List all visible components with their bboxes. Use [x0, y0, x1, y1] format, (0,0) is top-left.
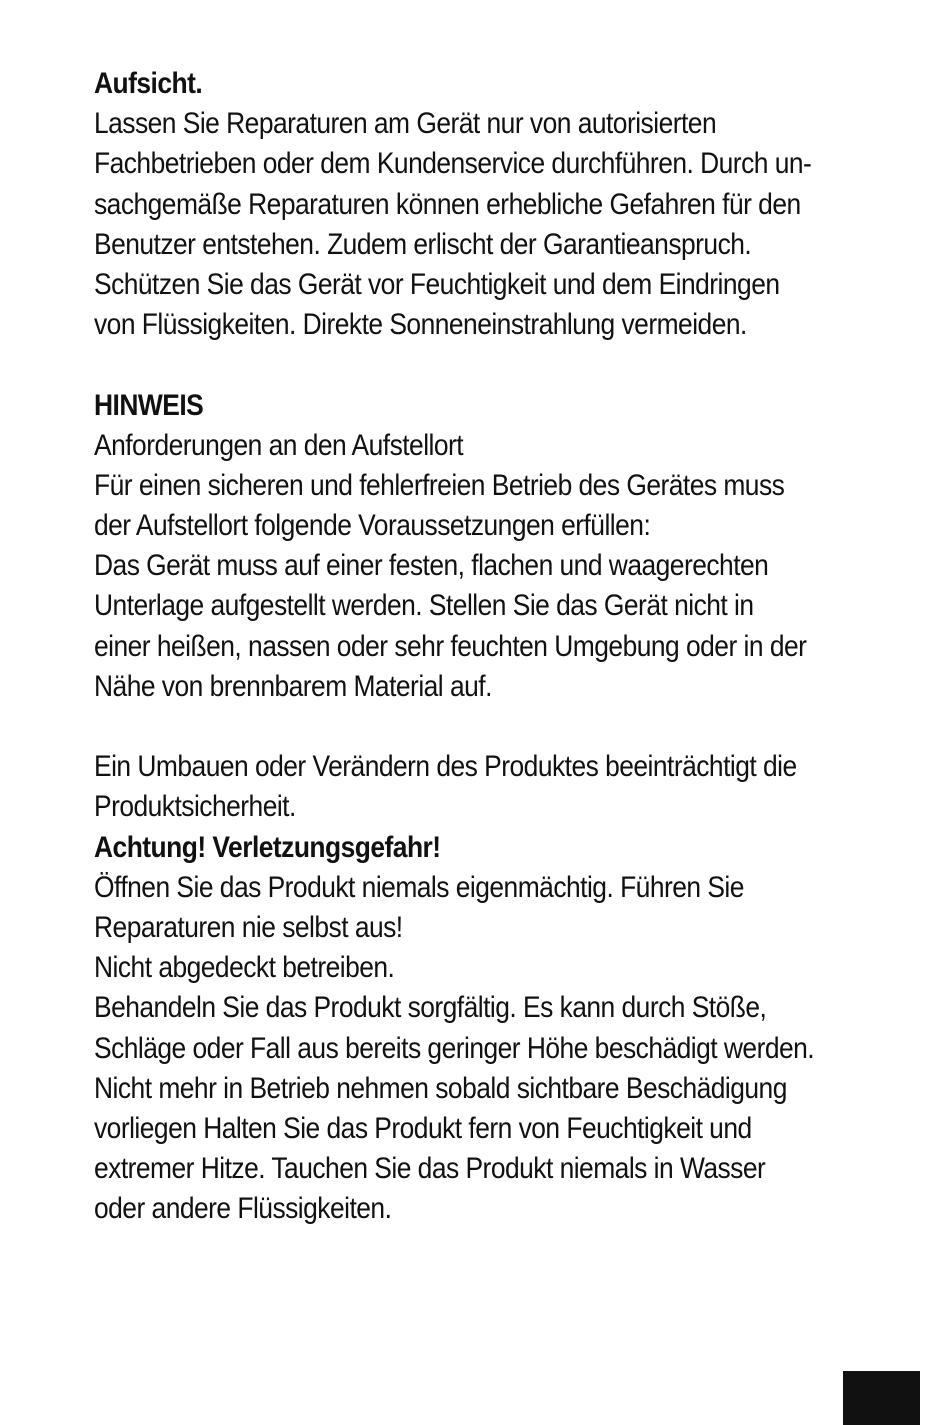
spacer [94, 345, 914, 385]
modification-section [94, 747, 914, 827]
note-section [94, 386, 914, 708]
paragraph-line: Produktsicherheit. [94, 790, 296, 824]
paragraph-line: Reparaturen nie selbst aus! [94, 910, 403, 944]
paragraph-line: Das Gerät muss auf einer festen, flachen und waagerechten [94, 549, 769, 583]
paragraph-line: Ein Umbauen oder Verändern des Produktes beeinträchtigt die [94, 750, 797, 784]
warning-section [94, 828, 914, 1230]
paragraph-line: Schützen Sie das Gerät vor Feuchtigkeit und dem Eindringen [94, 267, 780, 301]
spacer [94, 707, 914, 747]
manual-page [94, 64, 914, 1229]
paragraph-line: Fachbetrieben oder dem Kundenservice durchführen. Durch un- [94, 147, 812, 181]
paragraph-line: Behandeln Sie das Produkt sorgfältig. Es kann durch Stöße, [94, 991, 767, 1025]
paragraph-line: Nicht mehr in Betrieb nehmen sobald sichtbare Beschädigung [94, 1071, 787, 1105]
supervision-heading: Aufsicht. [94, 67, 203, 100]
page-corner-marker [843, 1371, 920, 1425]
paragraph-line: vorliegen Halten Sie das Produkt fern von Feuchtigkeit und [94, 1111, 752, 1145]
paragraph-line: oder andere Flüssigkeiten. [94, 1192, 392, 1226]
paragraph-line: extremer Hitze. Tauchen Sie das Produkt niemals in Wasser [94, 1152, 766, 1186]
paragraph-line: Öffnen Sie das Produkt niemals eigenmächtig. Führen Sie [94, 870, 744, 904]
paragraph-line: Schläge oder Fall aus bereits geringer Höhe beschädigt werden. [94, 1031, 815, 1065]
warning-heading: Achtung! Verletzungsgefahr! [94, 830, 441, 864]
paragraph-line: einer heißen, nassen oder sehr feuchten Umgebung oder in der [94, 629, 807, 663]
paragraph-line: Benutzer entstehen. Zudem erlischt der Garantieanspruch. [94, 227, 752, 261]
paragraph-line: Nicht abgedeckt betreiben. [94, 951, 395, 985]
paragraph-line: Für einen sicheren und fehlerfreien Betrieb des Gerätes muss [94, 468, 785, 502]
note-heading: HINWEIS [94, 388, 204, 422]
paragraph-line: Lassen Sie Reparaturen am Gerät nur von autorisierten [94, 107, 717, 141]
paragraph-line: sachgemäße Reparaturen können erhebliche Gefahren für den [94, 187, 801, 221]
paragraph-line: der Aufstellort folgende Voraussetzungen erfüllen: [94, 509, 651, 543]
paragraph-line: Nähe von brennbarem Material auf. [94, 669, 492, 703]
note-subheading: Anforderungen an den Aufstellort [94, 428, 464, 462]
supervision-section [94, 64, 914, 345]
paragraph-line: Unterlage aufgestellt werden. Stellen Sie das Gerät nicht in [94, 589, 754, 623]
paragraph-line: von Flüssigkeiten. Direkte Sonneneinstrahlung vermeiden. [94, 308, 747, 342]
